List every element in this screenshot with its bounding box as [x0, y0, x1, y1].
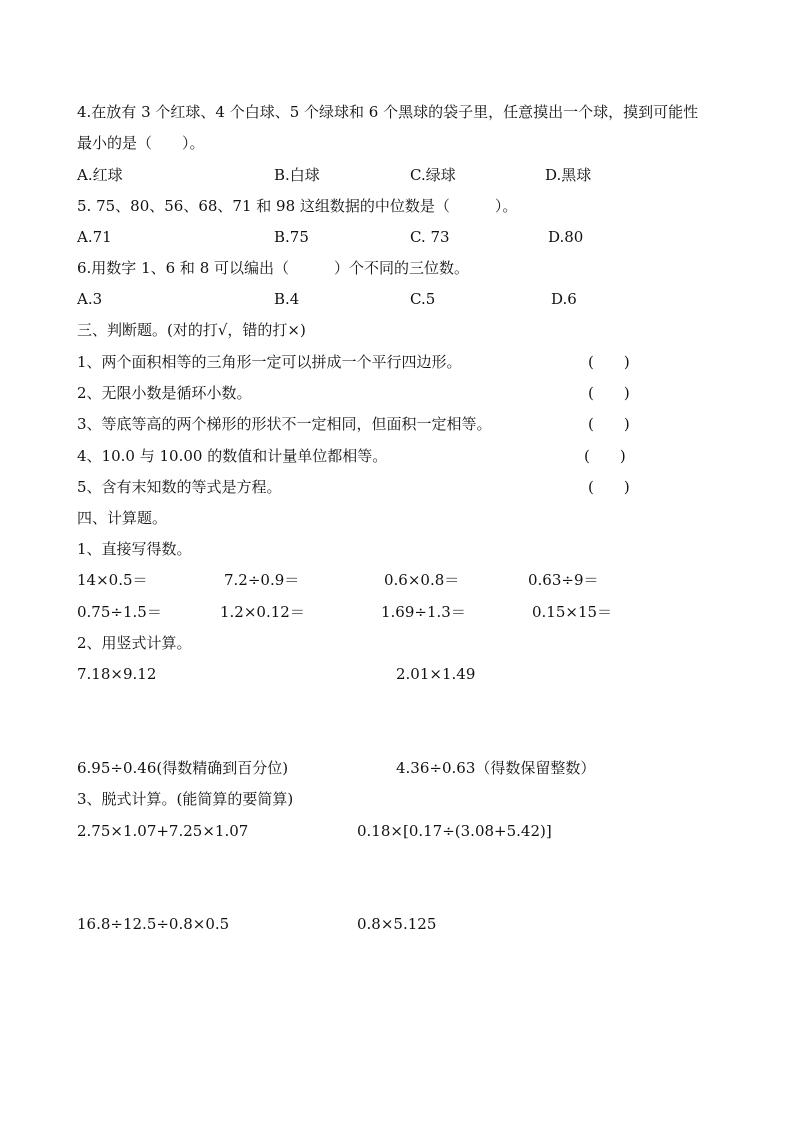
judge-item-3: 3、等底等高的两个梯形的形状不一定相同，但面积一定相等。: [77, 415, 492, 433]
q6-text: 6.用数字 1、6 和 8 可以编出（ ）个不同的三位数。: [77, 259, 470, 277]
q4-option-d: D.黑球: [545, 166, 592, 184]
vertical-calc-heading: 2、用竖式计算。: [77, 634, 192, 652]
q5-option-c: C. 73: [410, 228, 450, 246]
direct-calc-r2c2: 1.2×0.12＝: [220, 603, 305, 621]
stepwise-calc-3: 16.8÷12.5÷0.8×0.5: [77, 915, 230, 933]
calc-heading: 四、计算题。: [77, 509, 168, 527]
vertical-calc-4: 4.36÷0.63（得数保留整数）: [396, 759, 596, 777]
direct-calc-r1c3: 0.6×0.8＝: [384, 571, 460, 589]
judge-item-5: 5、含有末知数的等式是方程。: [77, 478, 282, 496]
direct-calc-r2c3: 1.69÷1.3＝: [381, 603, 466, 621]
judge-blank-5[interactable]: ( ): [588, 478, 630, 496]
q5-option-d: D.80: [548, 228, 584, 246]
judge-blank-1[interactable]: ( ): [588, 353, 630, 371]
q6-option-a: A.3: [77, 290, 103, 308]
q5-option-b: B.75: [274, 228, 309, 246]
q6-option-b: B.4: [274, 290, 300, 308]
stepwise-calc-2: 0.18×[0.17÷(3.08+5.42)]: [357, 822, 552, 840]
q5-text: 5. 75、80、56、68、71 和 98 这组数据的中位数是（ ）。: [77, 197, 518, 215]
q4-text-line1: 4.在放有 3 个红球、4 个白球、5 个绿球和 6 个黑球的袋子里，任意摸出一个球，摸到可能性: [77, 103, 699, 121]
stepwise-calc-heading: 3、脱式计算。(能简算的要简算): [77, 790, 294, 808]
direct-calc-r1c4: 0.63÷9＝: [528, 571, 599, 589]
judge-blank-2[interactable]: ( ): [588, 384, 630, 402]
stepwise-calc-4: 0.8×5.125: [357, 915, 437, 933]
q4-text-line2: 最小的是（ ）。: [77, 134, 205, 152]
q5-option-a: A.71: [77, 228, 112, 246]
vertical-calc-3: 6.95÷0.46(得数精确到百分位): [77, 759, 289, 777]
judge-blank-3[interactable]: ( ): [588, 415, 630, 433]
direct-calc-r1c1: 14×0.5＝: [77, 571, 148, 589]
judge-item-4: 4、10.0 与 10.00 的数值和计量单位都相等。: [77, 447, 388, 465]
direct-calc-r2c1: 0.75÷1.5＝: [77, 603, 162, 621]
direct-calc-r2c4: 0.15×15＝: [532, 603, 613, 621]
q4-option-c: C.绿球: [410, 166, 456, 184]
q4-option-b: B.白球: [274, 166, 320, 184]
judge-heading: 三、判断题。(对的打√，错的打×): [77, 321, 306, 339]
q4-option-a: A.红球: [77, 166, 123, 184]
vertical-calc-2: 2.01×1.49: [396, 665, 476, 683]
direct-calc-r1c2: 7.2÷0.9＝: [224, 571, 300, 589]
judge-blank-4[interactable]: ( ): [584, 447, 626, 465]
q6-option-d: D.6: [551, 290, 577, 308]
stepwise-calc-1: 2.75×1.07+7.25×1.07: [77, 822, 249, 840]
q6-option-c: C.5: [410, 290, 436, 308]
vertical-calc-1: 7.18×9.12: [77, 665, 157, 683]
judge-item-2: 2、无限小数是循环小数。: [77, 384, 252, 402]
direct-calc-heading: 1、直接写得数。: [77, 540, 192, 558]
judge-item-1: 1、两个面积相等的三角形一定可以拼成一个平行四边形。: [77, 353, 462, 371]
